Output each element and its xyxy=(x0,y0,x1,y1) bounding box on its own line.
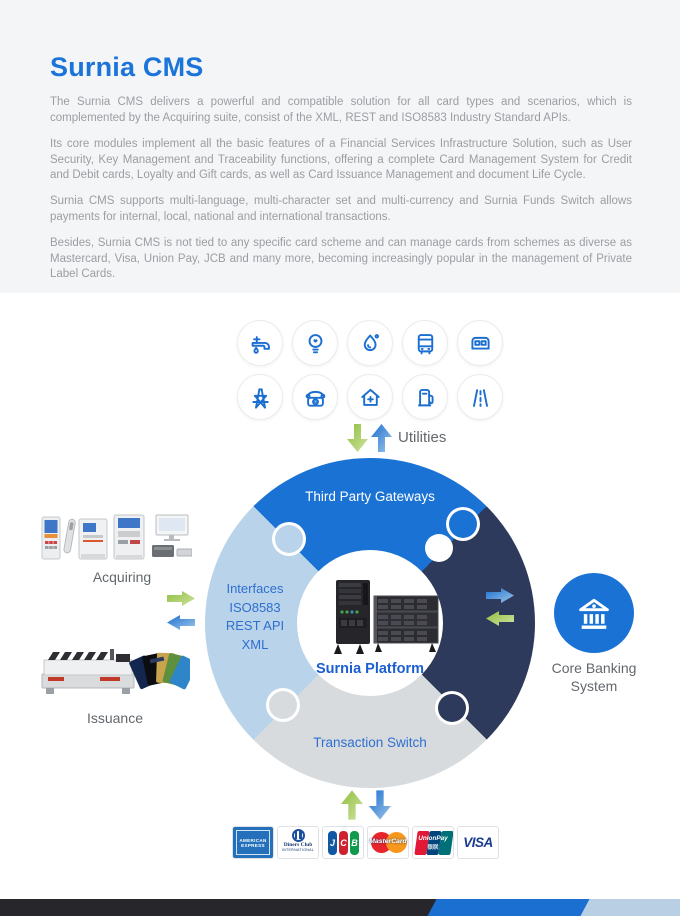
bus-side-icon xyxy=(467,330,494,357)
utility-badge xyxy=(292,374,338,420)
card-logo-visa xyxy=(457,826,499,859)
card-logo-unionpay xyxy=(412,826,454,859)
bank-icon xyxy=(571,590,617,636)
utility-badge xyxy=(457,374,503,420)
utility-badge xyxy=(457,320,503,366)
up-arrow-blue xyxy=(371,424,392,452)
utilities-label: Utilities xyxy=(398,429,447,446)
amex-text-line1: AMERICAN xyxy=(239,837,267,843)
utility-badge xyxy=(402,320,448,366)
puzzle-knob-left-top xyxy=(275,525,303,553)
intro-paragraph-4: Besides, Surnia CMS is not tied to any specific card scheme and can manage cards from schemes as diverse as Mastercard, Visa, Union Pay, JCB and many more, becoming increasingly popular in the management of Private Label Cards. xyxy=(50,237,632,280)
core-banking-line2: System xyxy=(570,678,618,694)
water-tap-icon xyxy=(247,330,274,357)
footer-dark-segment xyxy=(0,899,437,916)
road-toll-icon xyxy=(467,384,494,411)
platform-ring xyxy=(205,458,535,788)
down-arrow-green xyxy=(347,424,368,452)
core-banking-line1: Core Banking xyxy=(551,660,637,676)
up-arrow-green xyxy=(341,790,363,820)
interfaces-line: Interfaces xyxy=(226,581,284,596)
diners-subtext: INTERNATIONAL xyxy=(281,848,315,852)
interfaces-line: XML xyxy=(241,636,269,652)
issuance-devices-image xyxy=(40,646,190,701)
bus-front-icon xyxy=(412,330,439,357)
left-arrow-green xyxy=(486,611,514,626)
server-hardware-image xyxy=(330,578,442,658)
issuance-label: Issuance xyxy=(86,710,144,726)
right-arrow-blue xyxy=(486,588,514,603)
intro-paragraph-3: Surnia CMS supports multi-language, multi-character set and multi-currency and Surnia Funds Switch allows payments for internal, local, national and international transactions. xyxy=(50,195,632,223)
unionpay-text: UnionPay xyxy=(418,835,448,842)
gas-flame-icon xyxy=(357,330,384,357)
core-banking-circle xyxy=(554,573,634,653)
diners-text: Diners Club xyxy=(283,842,313,848)
power-pylon-icon xyxy=(247,384,274,411)
ring-label-third-party-gateways: Third Party Gateways xyxy=(305,489,435,504)
puzzle-notch-top-right xyxy=(425,534,453,562)
puzzle-knob-bottom-left xyxy=(269,691,297,719)
interfaces-line: REST API xyxy=(225,618,285,633)
jcb-letter-b: B xyxy=(351,838,358,848)
card-logo-mastercard xyxy=(367,826,409,859)
jcb-letter-j: J xyxy=(329,838,335,848)
right-arrow-green xyxy=(166,591,196,606)
mastercard-text: MasterCard xyxy=(369,838,407,845)
ring-label-transaction-switch: Transaction Switch xyxy=(313,735,427,750)
footer-bar xyxy=(0,899,680,916)
intro-section xyxy=(0,0,680,293)
jcb-letter-c: C xyxy=(340,838,347,848)
intro-paragraph-1: The Surnia CMS delivers a powerful and compatible solution for all card types and scenarios, which is complemented by the Acquiring suite, consist of the XML, REST and ISO8583 Industry Standard APIs. xyxy=(50,96,632,124)
utility-badge xyxy=(347,374,393,420)
visa-text: VISA xyxy=(463,835,493,850)
core-banking-label xyxy=(534,659,654,695)
card-logo-american-express xyxy=(232,826,274,859)
light-bulb-icon xyxy=(302,330,329,357)
acquiring-devices-image xyxy=(40,513,192,563)
architecture-diagram xyxy=(0,293,680,899)
ring-label-surnia-platform: Surnia Platform xyxy=(316,661,424,677)
amex-text-line2: EXPRESS xyxy=(241,842,265,848)
unionpay-cn-text: 银联 xyxy=(427,845,439,851)
utility-badge xyxy=(402,374,448,420)
ring-label-interfaces xyxy=(207,580,303,654)
telephone-icon xyxy=(302,384,329,411)
utility-badge xyxy=(237,374,283,420)
puzzle-knob-top-right xyxy=(449,510,477,538)
left-arrow-blue xyxy=(166,615,196,630)
acquiring-label: Acquiring xyxy=(92,569,152,585)
card-logo-jcb xyxy=(322,826,364,859)
puzzle-knob-right-bottom xyxy=(438,694,466,722)
fuel-pump-icon xyxy=(412,384,439,411)
page-title: Surnia CMS xyxy=(50,52,204,82)
down-arrow-blue xyxy=(369,790,391,820)
interfaces-line: ISO8583 xyxy=(229,599,281,615)
card-logo-diners-club xyxy=(277,826,319,859)
house-services-icon xyxy=(357,384,384,411)
intro-paragraph-2: Its core modules implement all the basic features of a Financial Services Infrastructure Solution, such as User Security, Key Management and Traceability functions, offering a complete Card Management System for Credit and Debit cards, Loyalty and Gift cards, as well as Card Issuance Management and document Life Cycle. xyxy=(50,138,632,181)
utility-badge xyxy=(237,320,283,366)
utility-badge xyxy=(347,320,393,366)
utility-badge xyxy=(292,320,338,366)
diners-circle-icon xyxy=(292,829,305,842)
